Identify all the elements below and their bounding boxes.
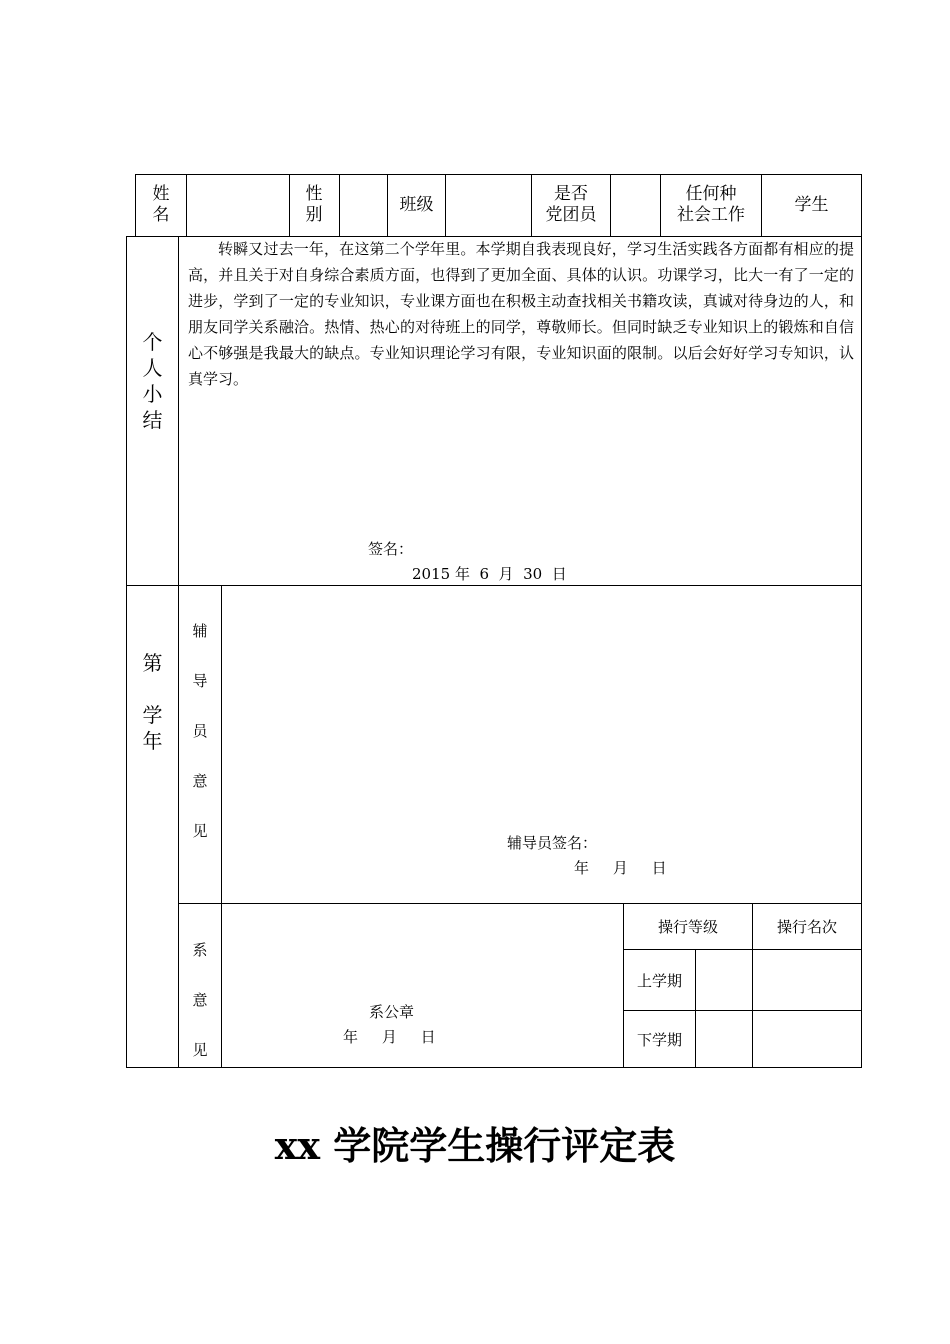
summary-text: 转瞬又过去一年，在这第二个学年里。本学期自我表现良好，学习生活实践各方面都有相应的提高，并且关于对自身综合素质方面，也得到了更加全面、具体的认识。功课学习，比大一有了一定的进步，学到了一定的专业知识，专业课方面也在积极主动查找相关书籍攻读，真诚对待身边的人，和朋友同学关系融洽。热情、热心的对待班上的同学，尊敬师长。但同时缺乏专业知识上的锻炼和自信心不够强是我最大的缺点。专业知识理论学习有限，专业知识面的限制。以后会好好学习专知识，认真学习。 <box>188 240 854 388</box>
social-label-line2: 社会工作 <box>677 205 745 225</box>
summary-side-label: 个人小结 <box>142 329 163 432</box>
counselor-signature-label: 辅导员签名： <box>507 834 598 852</box>
summary-signature-label: 签名： <box>368 540 414 558</box>
term1-rank-field[interactable] <box>753 950 861 1010</box>
document-title: xx 学院学生操行评定表 <box>274 1123 676 1168</box>
term1-label: 上学期 <box>636 971 682 990</box>
party-field[interactable] <box>611 175 659 235</box>
conduct-rank-header: 操行名次 <box>776 918 837 936</box>
counselor-date: 年 月 日 <box>574 859 667 877</box>
summary-date: 2015 年 6 月 30 日 <box>412 565 567 583</box>
conduct-grade-header: 操行等级 <box>657 918 718 936</box>
term2-rank-field[interactable] <box>753 1011 861 1067</box>
party-label-line1: 是否 <box>554 184 588 204</box>
party-label-line2: 党团员 <box>545 205 597 225</box>
term1-grade-field[interactable] <box>696 950 752 1010</box>
department-date: 年 月 日 <box>343 1028 436 1046</box>
gender-label: 性别 <box>305 184 323 225</box>
counselor-opinion-area[interactable] <box>222 586 861 902</box>
student-label: 学生 <box>794 194 829 215</box>
social-label-line1: 任何种 <box>685 184 737 204</box>
department-label: 系 意 见 <box>192 941 208 1059</box>
class-field[interactable] <box>446 175 530 235</box>
term2-grade-field[interactable] <box>696 1011 752 1067</box>
term2-label: 下学期 <box>636 1030 682 1049</box>
counselor-label: 辅 导 员 意 见 <box>192 622 208 840</box>
name-field[interactable] <box>187 175 288 235</box>
name-label: 姓名 <box>152 184 170 225</box>
gender-field[interactable] <box>340 175 386 235</box>
summary-text-area[interactable] <box>188 236 854 392</box>
class-label: 班级 <box>399 194 434 215</box>
department-seal-label: 系公章 <box>369 1003 415 1021</box>
year-side-label: 第 学 年 <box>142 651 163 753</box>
